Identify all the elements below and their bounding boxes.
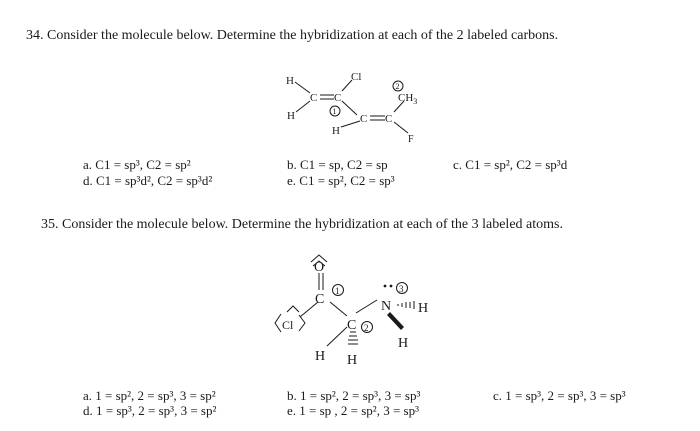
bond-c-n	[356, 300, 377, 313]
q35-option-a[interactable]: a. 1 = sp², 2 = sp³, 3 = sp²	[83, 388, 216, 403]
chlorine-lone-pair-left	[275, 314, 281, 332]
atom-2-marker: 2	[364, 323, 369, 333]
atom-h-lower: H	[287, 110, 295, 122]
atom-h-left: H	[315, 349, 326, 364]
q35-option-d[interactable]: d. 1 = sp³, 2 = sp³, 3 = sp²	[83, 403, 217, 418]
carbon-2-marker: 2	[395, 82, 400, 91]
bond-n-h-solid-wedge	[387, 312, 404, 330]
atom-h-right: H	[418, 301, 429, 316]
question-35-text: 35. Consider the molecule below. Determine the hybridization at each of the 3 labeled atoms.	[41, 217, 563, 232]
atom-h-down: H	[347, 353, 358, 368]
question-34-text: 34. Consider the molecule below. Determine the hybridization at each of the 2 labeled carbons.	[26, 28, 559, 43]
bond-c-h-hashed-wedge	[348, 332, 358, 344]
atom-h-wedge: H	[398, 336, 409, 351]
atom-carbon-a: C	[334, 92, 342, 104]
atom-methyl: $CH_3$	[398, 92, 418, 106]
nitrogen-lone-pair-dot-b	[390, 285, 393, 288]
atom-nitrogen: N	[381, 299, 392, 314]
atom-carbon-b: C	[360, 113, 368, 125]
bond-c1-c	[330, 302, 347, 316]
nitrogen-lone-pair-dot-a	[384, 285, 387, 288]
atom-carbon-1: C	[310, 92, 318, 104]
q34-option-c[interactable]: c. C1 = sp², C2 = sp³d	[453, 157, 568, 172]
q34-option-b[interactable]: b. C1 = sp, C2 = sp	[287, 157, 388, 172]
atom-carbon-1: C	[315, 292, 325, 307]
bond-c-h-left	[327, 327, 347, 346]
q35-option-e[interactable]: e. 1 = sp , 2 = sp², 3 = sp³	[287, 403, 419, 418]
atom-3-marker: 3	[399, 284, 404, 294]
q35-option-c[interactable]: c. 1 = sp³, 2 = sp³, 3 = sp³	[493, 388, 626, 403]
atom-chlorine: Cl	[282, 318, 294, 332]
q34-option-d[interactable]: d. C1 = sp³d², C2 = sp³d²	[83, 173, 213, 188]
atom-carbon-2: C	[347, 318, 357, 333]
chlorine-lone-pair-right	[299, 315, 305, 331]
carbon-1-marker: 1	[332, 107, 337, 116]
q34-option-e[interactable]: e. C1 = sp², C2 = sp³	[287, 173, 395, 188]
atom-oxygen: O	[314, 260, 325, 275]
atom-carbon-2: C	[385, 113, 393, 125]
atom-chlorine: Cl	[351, 71, 362, 83]
q34-option-a[interactable]: a. C1 = sp³, C2 = sp²	[83, 157, 191, 172]
atom-h-mid: H	[332, 125, 340, 137]
atom-1-marker: 1	[335, 286, 340, 296]
q35-option-b[interactable]: b. 1 = sp², 2 = sp³, 3 = sp³	[287, 388, 421, 403]
chlorine-lone-pair-top	[287, 306, 299, 312]
bond-n-h-hashed-wedge	[398, 301, 414, 309]
atom-fluorine: F	[408, 134, 414, 145]
atom-h-upper: H	[286, 75, 294, 87]
